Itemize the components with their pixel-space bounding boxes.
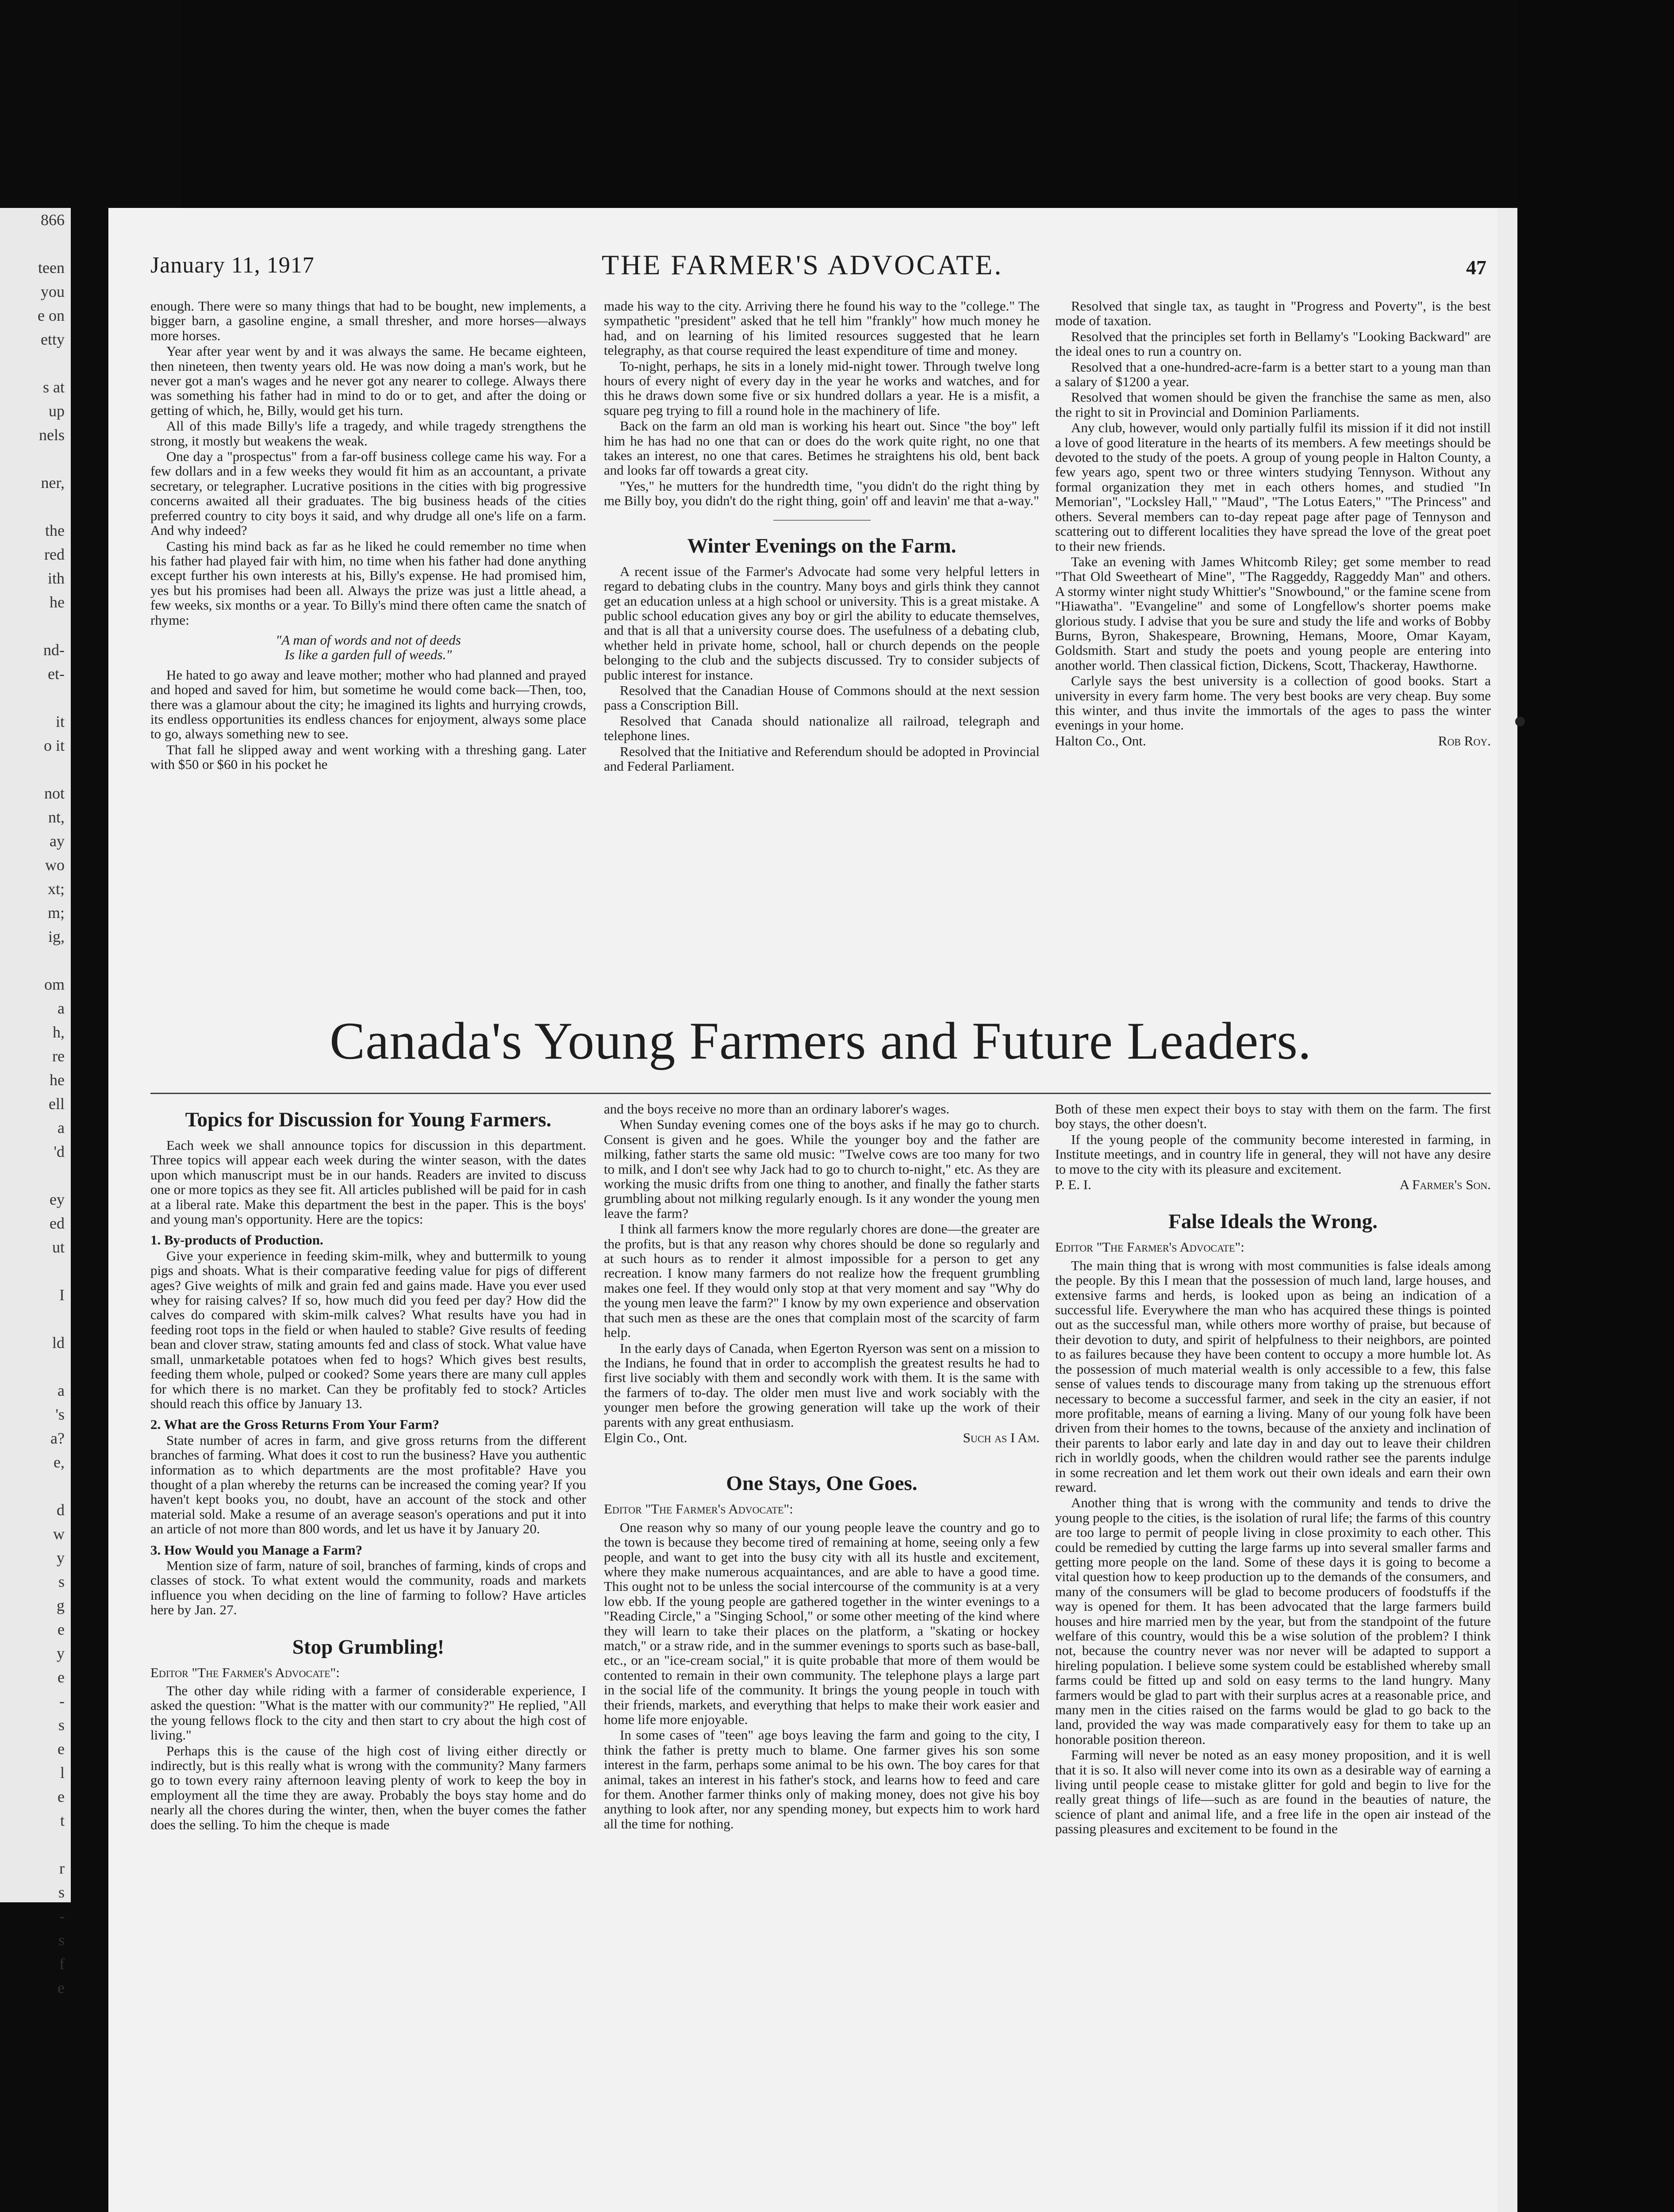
margin-fragment: et-: [48, 665, 65, 683]
margin-fragment: [0, 1259, 71, 1283]
section-divider: [773, 520, 871, 521]
margin-fragment: not: [44, 784, 65, 802]
rhyme-quote: [150, 633, 586, 662]
article-paragraph: Resolved that the Canadian House of Commons should at the next session pass a Conscription Bill.: [604, 682, 1040, 713]
article-paragraph: In the early days of Canada, when Egerton Ryerson was sent on a mission to the Indians, he found that in order to accomplish the greatest results he had to first live sociably with them and secondly work with them. It is the same with the farmers of to-day. The older men must live and work sociably with the younger men before the growing generation will take up the work of their parents with any great enthusiasm.: [604, 1340, 1040, 1430]
margin-fragment: [0, 351, 71, 375]
margin-fragment: s at: [43, 378, 65, 396]
margin-fragment: f: [59, 1955, 65, 1973]
running-head: [150, 249, 1491, 288]
topic-title: 2. What are the Gross Returns From Your Farm?: [150, 1417, 439, 1432]
scan-border-right: [1517, 0, 1674, 2212]
margin-fragment: l: [60, 1764, 65, 1782]
article-paragraph: "Yes," he mutters for the hundredth time, "you didn't do the right thing by me Billy boy, you didn't do the right thing, goin' off and leavin' me that a-way.": [604, 478, 1040, 509]
signature-line: [1055, 1177, 1491, 1192]
article-paragraph: Resolved that Canada should nationalize all railroad, telegraph and telephone lines.: [604, 713, 1040, 744]
article-paragraph: Resolved that the principles set forth in Bellamy's "Looking Backward" are the ideal ones to run a country on.: [1055, 328, 1491, 359]
margin-fragment: e: [58, 1740, 65, 1758]
article-paragraph: If the young people of the community become interested in farming, in Institute meetings, and in country life in general, they will not have any desire to move to the city with its pleasure and excitement.: [1055, 1131, 1491, 1177]
margin-fragment: o it: [43, 737, 65, 754]
article-paragraph: Resolved that women should be given the franchise the same as men, also the right to sit in Provincial and Dominion Parliaments.: [1055, 389, 1491, 420]
margin-fragment: ut: [52, 1238, 65, 1256]
margin-fragment: ay: [50, 832, 65, 850]
section-banner: Canada's Young Farmers and Future Leaders.: [330, 1011, 1312, 1070]
margin-fragment: r: [59, 1859, 65, 1877]
margin-fragment: [0, 757, 71, 781]
signature-line: [1055, 733, 1491, 748]
margin-fragment: nt,: [48, 808, 65, 826]
lower-column-3: [1055, 1102, 1491, 2212]
upper-column-3: [1055, 299, 1491, 993]
margin-fragment: nd-: [43, 641, 65, 659]
margin-fragment: y: [57, 1549, 65, 1567]
issue-date: January 11, 1917: [150, 253, 315, 278]
signature-name: Rob Roy.: [1438, 733, 1491, 749]
lower-column-2: [604, 1102, 1040, 2212]
article-paragraph: Give your experience in feeding skim-milk, whey and buttermilk to young pigs and shoats. What is their comparative feeding value for pigs of different ages? Give weights of milk and grain fed and gains made. Have you ever used whey for raising calves? If so, how much did you feed per day? How did the calves do compared with skim-milk calves? What results have you had in feeding root tops in the field or when hauled to stable? Give results of feeding bean and clover straw, stating amounts fed and class of stock. What value have small, unmarketable potatoes when fed to hogs? Which gives best results, feeding them whole, pulped or cooked? Some years there are many cull apples for which there is no market. Can they be profitably fed to stock? Articles should reach this office by January 13.: [150, 1248, 586, 1411]
article-paragraph: made his way to the city. Arriving there he found his way to the "college." The sympathetic "president" asked that he tell him "frankly" how much money he had, and on learning of his limited resources suggested that he learn telegraphy, as that course required the least expenditure of time and money.: [604, 298, 1040, 358]
margin-fragment: I: [59, 1286, 65, 1304]
quote-line: "A man of words and not of deeds: [276, 632, 461, 648]
signature-place: P. E. I.: [1055, 1177, 1091, 1193]
signature-line: [604, 1430, 1040, 1445]
lower-column-1: [150, 1102, 586, 2212]
margin-fragment: a: [58, 1382, 65, 1399]
margin-fragment: [0, 1832, 71, 1856]
margin-fragment: s: [58, 1931, 65, 1949]
margin-fragment: s: [58, 1716, 65, 1734]
article-paragraph: One reason why so many of our young people leave the country and go to the town is because they become tired of remaining at home, seeing only a few people, and want to get into the busy city with all its hustle and excitement, where they make numerous acquaintances, and are able to have a good time. This ought not to be unless the social intercourse of the community is at a very low ebb. If the young people are gathered together in the winter evenings to a "Reading Circle," a "Singing School," or some other meeting of the kind where they will learn to take their places on the platform, a "skating or hockey match," or a straw ride, and in the summer evenings to sports such as base-ball, etc., or an "ice-cream social," it is quite probable that more of them would be contented to remain in their own community. The telephone plays a large part in the social life of the community. It brings the young people in touch with their friends, markets, and everything that helps to make their work easier and home life more enjoyable.: [604, 1519, 1040, 1728]
topic-title: 1. By-products of Production.: [150, 1232, 323, 1248]
editor-salutation: Editor "The Farmer's Advocate":: [1055, 1239, 1244, 1255]
editor-salutation: Editor "The Farmer's Advocate":: [604, 1501, 793, 1517]
margin-fragment: [0, 1307, 71, 1331]
margin-fragment: m;: [47, 904, 65, 922]
editor-salutation: Editor "The Farmer's Advocate":: [150, 1664, 340, 1680]
margin-fragment: g: [57, 1597, 65, 1614]
article-paragraph: enough. There were so many things that had to be bought, new implements, a bigger barn, a gasoline engine, a small thresher, and more horses—always more horses.: [150, 298, 586, 343]
article-paragraph: Year after year went by and it was always the same. He became eighteen, then nineteen, then twenty years old. He was now doing a man's work, but he never got a man's wages and he never got any nearer to college. Always there was something his father had in mind to do or to get, and after the doing or getting of which, he, Billy, would get his turn.: [150, 343, 586, 418]
margin-fragment: xt;: [47, 880, 65, 898]
signature-place: Halton Co., Ont.: [1055, 733, 1146, 749]
margin-fragment: up: [49, 402, 65, 420]
margin-fragment: e: [58, 1621, 65, 1638]
margin-fragment: [0, 447, 71, 471]
article-paragraph: Resolved that a one-hundred-acre-farm is a better start to a young man than a salary of $1200 a year.: [1055, 359, 1491, 390]
topic-title: 3. How Would you Manage a Farm?: [150, 1542, 363, 1558]
article-paragraph: That fall he slipped away and went working with a threshing gang. Later with $50 or $60 in his pocket he: [150, 741, 586, 772]
article-paragraph: Casting his mind back as far as he liked he could remember no time when his father had played fair with him, no time when his father had done anything except further his own interests at his, Billy's expense. He had promised him, yes but his promises had been all. Always the prize was just a little ahead, a few weeks, six months or a year. To Billy's mind there often came the snatch of rhyme:: [150, 538, 586, 628]
margin-fragment: y: [57, 1644, 65, 1662]
quote-line: Is like a garden full of weeds.": [284, 647, 452, 663]
margin-fragment: ith: [47, 569, 65, 587]
margin-fragment: [0, 1474, 71, 1498]
margin-fragment: 'd: [54, 1143, 65, 1160]
margin-fragment: t: [60, 1812, 65, 1829]
margin-fragment: ig,: [48, 928, 65, 945]
margin-fragment: -: [59, 1692, 65, 1710]
margin-fragment: he: [50, 593, 65, 611]
article-paragraph: The other day while riding with a farmer of considerable experience, I asked the question: "What is the matter with our community?" He replied, "All the young fellows flock to the city and then start to cry about the high cost of living.": [150, 1683, 586, 1743]
margin-fragment: the: [45, 522, 65, 539]
margin-fragment: ner,: [41, 474, 65, 492]
margin-fragment: you: [41, 283, 65, 300]
article-paragraph: Farming will never be noted as an easy money proposition, and it is well that it is so. It also will never come into its own as a desirable way of earning a living until people cease to mistake glitter for gold and begin to live for the really great things of life—such as are found in the beauties of nature, the science of plant and animal life, and a free life in the open air instead of the passing pleasures and excitement to be found in the: [1055, 1747, 1491, 1837]
article-paragraph: Perhaps this is the cause of the high cost of living either directly or indirectly, but is this really what is wrong with the community? Many farmers go to town every rainy afternoon leaving plenty of work to keep the boy in employment all the time they are away. Probably the boys stay home and do nearly all the chores during the winter, then, when the buyer comes the father does the selling. To him the cheque is made: [150, 1743, 586, 1832]
article-heading: Winter Evenings on the Farm.: [687, 534, 956, 557]
article-paragraph: Mention size of farm, nature of soil, branches of farming, kinds of crops and classes of stock. To what extent would the community, roads and markets influence you when deciding on the line of farming to follow? Have articles here by Jan. 27.: [150, 1557, 586, 1618]
article-paragraph: and the boys receive no more than an ordinary laborer's wages.: [604, 1101, 950, 1117]
margin-fragment: ell: [49, 1095, 65, 1113]
margin-fragment: ld: [52, 1334, 65, 1352]
margin-fragment: nels: [39, 426, 65, 444]
margin-fragment: a: [58, 1119, 65, 1137]
margin-fragment: 's: [55, 1406, 65, 1423]
signature-place: Elgin Co., Ont.: [604, 1429, 687, 1445]
margin-fragment: s: [58, 1573, 65, 1590]
margin-fragment: teen: [38, 259, 65, 276]
margin-fragment: [0, 614, 71, 638]
article-paragraph: Take an evening with James Whitcomb Riley; get some member to read "That Old Sweetheart of Mine", "The Raggeddy, Raggeddy Man" and others. A stormy winter night study Whittier's "Snowbound," or the famine scene from "Hiawatha". "Evangeline" and some of Longfellow's shorter poems make glorious study. I advise that you be sure and study the life and works of Bobby Burns, Byron, Shakespeare, Browning, Hemans, Moore, Omar Kayam, Goldsmith. Start and study the poets and young people are entering into another world. Then classical fiction, Dickens, Scott, Thackeray, Hawthorne.: [1055, 553, 1491, 673]
margin-fragment: [0, 949, 71, 972]
article-paragraph: He hated to go away and leave mother; mother who had planned and prayed and hoped and saved for him, but sometime he would come back—Then, too, there was a glamour about the city; he imagined its lights and hurrying crowds, its endless opportunities its endless chances for enjoyment, always some place to go, always something new to see.: [150, 667, 586, 742]
margin-fragment: e on: [38, 307, 65, 324]
article-paragraph: State number of acres in farm, and give gross returns from the different branches of farming. What does it cost to run the business? Have you authentic information as to which departments are the most profitable? Have you thought of a plan whereby the returns can be increased the coming year? If you haven't kept books you, no doubt, have an account of the stock and other material sold. Make a resume of an average season's operations and put it into an article of not more than 800 words, and let us have it by January 20.: [150, 1432, 586, 1537]
article-paragraph: To-night, perhaps, he sits in a lonely mid-night tower. Through twelve long hours of every night of every day in the year he works and watches, and for this he draws down some five or six hundred dollars a year. He is a misfit, a square peg trying to fill a round hole in the machinery of life.: [604, 358, 1040, 418]
margin-fragment: d: [57, 1501, 65, 1519]
margin-fragment: it: [55, 713, 65, 730]
article-paragraph: Back on the farm an old man is working his heart out. Since "the boy" left him he has had no one that can or does do the work quite right, no one that takes an interest, no one that cares. Betimes he straightens his old, bent back and looks far off towards a great city.: [604, 418, 1040, 478]
margin-fragment: red: [44, 545, 65, 563]
article-heading: One Stays, One Goes.: [726, 1472, 918, 1495]
margin-fragment: wo: [45, 856, 65, 874]
margin-fragment: e: [58, 1668, 65, 1686]
article-paragraph: All of this made Billy's life a tragedy, and while tragedy strengthens the strong, it mostly but weakens the weak.: [150, 418, 586, 449]
margin-fragment: [0, 232, 71, 256]
margin-fragment: [0, 495, 71, 518]
newspaper-page: [108, 208, 1497, 2212]
signature-name: A Farmer's Son.: [1399, 1177, 1491, 1193]
margin-fragments: [0, 208, 71, 2000]
margin-fragment: a: [58, 999, 65, 1017]
margin-fragment: a?: [50, 1429, 65, 1447]
page-number: 47: [1466, 256, 1486, 279]
margin-fragment: ey: [50, 1190, 65, 1208]
article-paragraph: One day a "prospectus" from a far-off business college came his way. For a few dollars and in a few weeks they would fit him as an accountant, a private secretary, or telegrapher. Lucrative positions in the cities with big progressive concerns awaited all their graduates. The big business heads of the cities preferred country to city boys it said, and why drudge all one's life on a farm. And why indeed?: [150, 449, 586, 538]
margin-fragment: e: [58, 1979, 65, 1997]
margin-fragment: e: [58, 1788, 65, 1805]
article-heading: Stop Grumbling!: [292, 1635, 445, 1659]
margin-fragment: [0, 1164, 71, 1187]
article-paragraph: Resolved that the Initiative and Referendum should be adopted in Provincial and Federal Parliament.: [604, 743, 1040, 774]
article-paragraph: Any club, however, would only partially fulfil its mission if it did not instill a love of good literature in the hearts of its members. A few meetings should be devoted to the study of the poets. A group of young people in Halton County, a few years ago, spent two or three winters studying Tennyson. Without any formal organization they met in each others homes, and studied "In Memorian", "Locksley Hall," "Maud", "The Lotus Eaters," "The Princess" and others. Several members can to-day repeat page after page of Tennyson and scattering out to different localities they have spread the love of the great poet to their new friends.: [1055, 420, 1491, 554]
margin-fragment: re: [52, 1047, 65, 1065]
article-heading: False Ideals the Wrong.: [1168, 1210, 1378, 1233]
article-paragraph: When Sunday evening comes one of the boys asks if he may go to church. Consent is given and he goes. While the younger boy and the father are milking, father starts the same old music: "Twelve cows are too many for two to milk, and I don't see why Jack had to go to church to-night," etc. As they are working the music drifts from one thing to another, and finally the father starts grumbling about not milking regularly enough. Is it any wonder the young men leave the farm?: [604, 1117, 1040, 1221]
margin-fragment: [0, 1355, 71, 1379]
margin-fragment: he: [50, 1071, 65, 1089]
article-paragraph: Carlyle says the best university is a collection of good books. Start a university in every farm home. The very best books are very cheap. Buy some this winter, and thus invite the immortals of the ages to pass the winter evenings in your home.: [1055, 673, 1491, 733]
margin-fragment: w: [53, 1525, 65, 1543]
banner-rule: [150, 1093, 1491, 1094]
upper-column-1: [150, 299, 586, 993]
margin-fragment: [0, 686, 71, 710]
article-paragraph: In some cases of "teen" age boys leaving the farm and going to the city, I think the father is pretty much to blame. One farmer gives his son some interest in the farm, perhaps some animal to be his own. The boy cares for that animal, takes an interest in his father's stock, and learns how to feed and care for them. Another farmer thinks only of making money, does not give his boy anything to look after, nor any spending money, but expects him to work hard all the time for nothing.: [604, 1727, 1040, 1832]
upper-column-2: [604, 299, 1040, 993]
article-paragraph: Resolved that single tax, as taught in "Progress and Poverty", is the best mode of taxation.: [1055, 298, 1491, 329]
article-heading: Topics for Discussion for Young Farmers.: [185, 1108, 552, 1131]
margin-fragment: s: [58, 1883, 65, 1901]
margin-fragment: etty: [41, 330, 65, 348]
signature-name: Such as I Am.: [963, 1429, 1040, 1445]
article-paragraph: A recent issue of the Farmer's Advocate had some very helpful letters in regard to debating clubs in the country. Many boys and girls think they cannot get an education unless at a high school or university. This is a great mistake. A public school education gives any boy or girl the ability to educate themselves, and that is all that a university course does. The usefulness of a debating club, whether held in private home, school, hall or church depends on the people belonging to the club and the subjects discussed. Try to consider subjects of public interest for instance.: [604, 563, 1040, 683]
article-paragraph: I think all farmers know the more regularly chores are done—the greater are the profits, but is that any reason why chores should be done so regularly and at such hours as to render it almost impossible for a person to get any recreation. I know many farmers do not realize how the frequent grumbling makes one feel. If they would only stop at that very moment and say "Why do the young men leave the farm?" I know by my own experience and observation that such men as these are the ones that complain most of the scarcity of farm help.: [604, 1221, 1040, 1340]
article-paragraph: Each week we shall announce topics for discussion in this department. Three topics will appear each week during the winter season, with the dates upon which manuscript must be in our hands. Readers are invited to discuss one or more topics as they see fit. All articles published will be paid for in cash at a liberal rate. Make this department the best in the paper. This is the boys' and young man's opportunity. Here are the topics:: [150, 1137, 586, 1227]
article-paragraph: Both of these men expect their boys to stay with them on the farm. The first boy stays, the other doesn't.: [1055, 1101, 1491, 1132]
margin-fragment: -: [59, 1907, 65, 1925]
article-paragraph: Another thing that is wrong with the community and tends to drive the young people to the cities, is the isolation of rural life; the farms of this country are too large to permit of people living in close proximity to each other. This could be remedied by cutting the large farms up into several smaller farms and getting more people on the land. Some of these days it is going to become a vital question how to keep production up to the demands of the consumers, and many of the consumers will be glad to become producers of foodstuffs if the way is opened for them. It has been advocated that the large farmers build houses and hire married men by the year, but from the standpoint of the future welfare of this country, would this be a wise solution of the problem? I think not, because the country never was nor never will be adapted to support a hireling population. I believe some system could be established whereby small farms could be fitted up and sold on easy terms to the land hungry. Many farmers would be glad to part with their surplus acres at a reasonable price, and many men in the cities raised on the farms would be glad to go back to the land, provided the way was made comparatively easy for them to take up an honorable position thereon.: [1055, 1495, 1491, 1747]
article-paragraph: The main thing that is wrong with most communities is false ideals among the people. By this I mean that the possession of much land, large houses, and extensive farms and herds, is looked upon as being an indication of a successful life. Everywhere the man who has acquired these things is pointed out as the successful man, while others more worthy of praise, but because of their devotion to duty, and spirit of helpfulness to their neighbors, are pointed to as failures because they have been content to occupy a more humble lot. As the possession of much material wealth is only accessible to a few, this false sense of values tends to discourage many from taking up the strenuous effort necessary to become a successful farmer, and seek in the city an easier, if not more profitable, means of earning a living. Many of our young folk have been driven from their homes to the towns, because of the anxiety and inclination of their parents to labor early and late day in and day out to leave their children rich in worldly goods, when the children would rather see the parents indulge in some recreation and let them work out their own ideals and earn their own reward.: [1055, 1257, 1491, 1495]
previous-page-edge: [0, 208, 71, 1997]
margin-fragment: om: [44, 975, 65, 993]
publication-title: THE FARMER'S ADVOCATE.: [602, 249, 1003, 280]
ink-spot: [1515, 717, 1525, 726]
margin-fragment: 866: [41, 211, 65, 229]
margin-fragment: h,: [53, 1023, 65, 1041]
margin-fragment: e,: [54, 1453, 65, 1471]
scan-border-top: [181, 0, 1517, 208]
margin-fragment: ed: [50, 1214, 65, 1232]
